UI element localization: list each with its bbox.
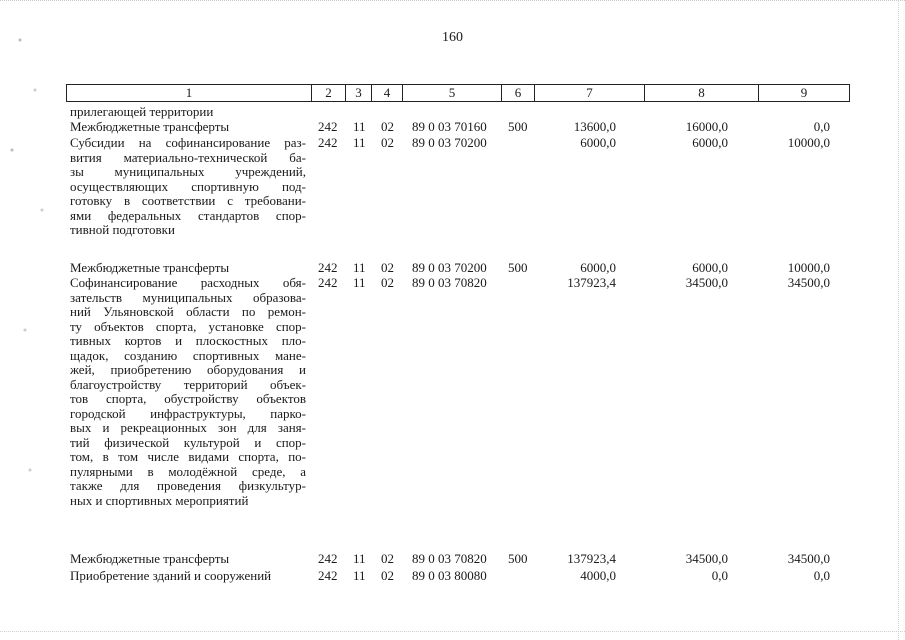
scan-edge-right (897, 0, 899, 640)
table-header (66, 84, 850, 102)
row-section: 11 (353, 275, 366, 290)
description-line: благоустройству территорий объек- (70, 376, 306, 392)
row-amount-col7: 6000,0 (580, 135, 616, 150)
row-expense-type: 500 (508, 119, 528, 134)
description-line: ний Ульяновской области по ремон- (70, 304, 306, 319)
row-subsection: 02 (381, 551, 394, 566)
scan-edge-left (0, 0, 58, 640)
scan-edge-top (0, 0, 905, 5)
description-line: осуществляющих спортивную под- (70, 178, 306, 194)
row-target-article: 89 0 03 70820 (412, 275, 487, 290)
row-section-code: 242 (318, 260, 338, 275)
row-amount-col9: 10000,0 (787, 135, 830, 150)
row-description (70, 136, 306, 238)
description-line: тий физической культурой и спор- (70, 434, 306, 450)
description-line: вития материально-технической ба- (70, 149, 306, 165)
description-line: тивных кортов и плоскостных пло- (70, 333, 306, 348)
row-amount-col7: 137923,4 (567, 275, 616, 290)
header-col-5: 5 (403, 85, 502, 101)
description-line: жей, приобретению оборудования и (70, 362, 306, 377)
description-line: зательств муниципальных образова- (70, 289, 306, 305)
description-line: Приобретение зданий и сооружений (70, 568, 272, 583)
row-description (70, 261, 306, 276)
description-line: Софинансирование расходных обя- (70, 275, 306, 290)
description-line: пулярными в молодёжной среде, а (70, 463, 306, 479)
row-section: 11 (353, 119, 366, 134)
row-description (70, 552, 306, 567)
row-amount-col8: 0,0 (711, 568, 728, 583)
header-col-1: 1 (67, 85, 312, 101)
row-amount-col9: 0,0 (813, 119, 830, 134)
row-subsection: 02 (381, 275, 394, 290)
row-description (70, 120, 306, 135)
header-col-7: 7 (535, 85, 645, 101)
row-description (70, 105, 306, 120)
header-col-6: 6 (502, 85, 535, 101)
row-amount-col8: 6000,0 (692, 260, 728, 275)
row-section-code: 242 (318, 119, 338, 134)
row-target-article: 89 0 03 70200 (412, 135, 487, 150)
description-line: вых и рекреационных зон для заня- (70, 420, 306, 435)
row-section-code: 242 (318, 135, 338, 150)
row-section: 11 (353, 135, 366, 150)
row-description (70, 569, 306, 584)
row-amount-col8: 34500,0 (685, 275, 728, 290)
page-number: 160 (442, 30, 463, 45)
row-amount-col7: 13600,0 (573, 119, 616, 134)
description-line: также для проведения физкультур- (70, 478, 306, 493)
row-subsection: 02 (381, 135, 394, 150)
description-line: Межбюджетные трансферты (70, 260, 230, 275)
row-description (70, 276, 306, 508)
row-expense-type: 500 (508, 260, 528, 275)
row-target-article: 89 0 03 80080 (412, 568, 487, 583)
description-line: ных и спортивных мероприятий (70, 492, 249, 508)
row-amount-col8: 6000,0 (692, 135, 728, 150)
header-col-8: 8 (645, 85, 759, 101)
scan-edge-bottom (0, 630, 905, 632)
row-section-code: 242 (318, 275, 338, 290)
description-line: прилегающей территории (70, 104, 214, 119)
row-amount-col8: 34500,0 (685, 551, 728, 566)
row-amount-col9: 34500,0 (787, 551, 830, 566)
row-section: 11 (353, 568, 366, 583)
header-col-3: 3 (346, 85, 372, 101)
row-amount-col9: 34500,0 (787, 275, 830, 290)
row-amount-col8: 16000,0 (685, 119, 728, 134)
header-col-9: 9 (800, 85, 808, 100)
description-line: тов спорта, обустройству объектов (70, 391, 306, 406)
row-amount-col7: 4000,0 (580, 568, 616, 583)
description-line: зы муниципальных учреждений, (70, 164, 306, 179)
description-line: тивной подготовки (70, 222, 175, 237)
row-section-code: 242 (318, 551, 338, 566)
description-line: Межбюджетные трансферты (70, 551, 230, 566)
description-line: том, в том числе видами спорта, по- (70, 449, 306, 464)
row-target-article: 89 0 03 70200 (412, 260, 487, 275)
description-line: ями федеральных стандартов спор- (70, 207, 306, 223)
row-expense-type: 500 (508, 551, 528, 566)
row-amount-col9: 0,0 (813, 568, 830, 583)
header-col-4: 4 (372, 85, 403, 101)
row-amount-col7: 6000,0 (580, 260, 616, 275)
row-amount-col9: 10000,0 (787, 260, 830, 275)
row-target-article: 89 0 03 70820 (412, 551, 487, 566)
row-section: 11 (353, 551, 366, 566)
row-section: 11 (353, 260, 366, 275)
description-line: готовку в соответствии с требовани- (70, 193, 306, 208)
row-section-code: 242 (318, 568, 338, 583)
row-subsection: 02 (381, 119, 394, 134)
row-amount-col7: 137923,4 (567, 551, 616, 566)
description-line: щадок, созданию спортивных мане- (70, 347, 306, 363)
header-col-2: 2 (312, 85, 346, 101)
row-target-article: 89 0 03 70160 (412, 119, 487, 134)
description-line: ту объектов спорта, установке спор- (70, 318, 306, 334)
description-line: Субсидии на софинансирование раз- (70, 135, 306, 150)
description-line: Межбюджетные трансферты (70, 119, 230, 134)
description-line: городской инфраструктуры, парко- (70, 405, 306, 421)
row-subsection: 02 (381, 568, 394, 583)
row-subsection: 02 (381, 260, 394, 275)
